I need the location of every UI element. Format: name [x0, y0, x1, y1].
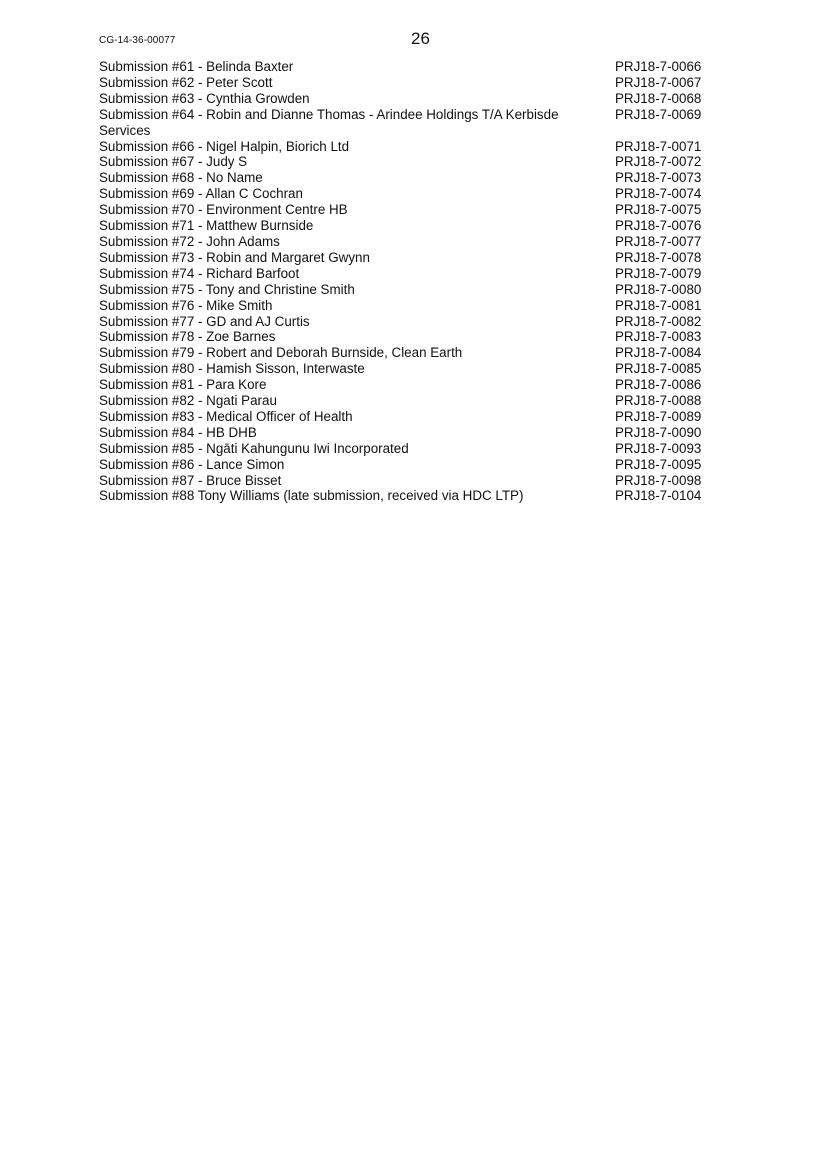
list-item [99, 266, 719, 282]
list-item [99, 377, 719, 393]
submission-description: Submission #67 - Judy S [99, 154, 248, 170]
submission-description: Submission #71 - Matthew Burnside [99, 218, 314, 234]
submission-description: Submission #66 - Nigel Halpin, Biorich Ltd [99, 138, 350, 154]
submission-reference-code: PRJ18-7-0104 [615, 488, 702, 504]
list-item [99, 170, 719, 186]
submission-reference-code: PRJ18-7-0075 [615, 202, 702, 218]
list-item [99, 91, 719, 107]
list-item [99, 218, 719, 234]
list-item [99, 234, 719, 250]
submission-description: Submission #86 - Lance Simon [99, 456, 285, 472]
list-item [99, 298, 719, 314]
page-number: 26 [411, 29, 430, 48]
submission-description: Submission #63 - Cynthia Growden [99, 90, 310, 106]
list-item [99, 139, 719, 155]
list-item [99, 75, 719, 91]
submission-reference-code: PRJ18-7-0071 [615, 138, 702, 154]
submission-reference-code: PRJ18-7-0067 [615, 74, 702, 90]
submission-description: Submission #78 - Zoe Barnes [99, 329, 276, 345]
submission-list [99, 59, 719, 504]
submission-description: Submission #80 - Hamish Sisson, Interwaste [99, 361, 365, 377]
submission-reference-code: PRJ18-7-0088 [615, 393, 702, 409]
submission-reference-code: PRJ18-7-0083 [615, 329, 702, 345]
list-item [99, 329, 719, 345]
submission-reference-code: PRJ18-7-0098 [615, 472, 702, 488]
submission-description: Submission #82 - Ngati Parau [99, 393, 277, 409]
submission-reference-code: PRJ18-7-0077 [615, 233, 702, 249]
submission-reference-code: PRJ18-7-0079 [615, 265, 702, 281]
list-item [99, 107, 719, 139]
submission-reference-code: PRJ18-7-0066 [615, 59, 702, 74]
submission-reference-code: PRJ18-7-0089 [615, 408, 702, 424]
list-item [99, 154, 719, 170]
submission-description: Submission #72 - John Adams [99, 233, 280, 249]
submission-description: Submission #64 - Robin and Dianne Thomas - Arindee Holdings T/A Kerbisde Services [99, 106, 559, 138]
list-item [99, 441, 719, 457]
submission-reference-code: PRJ18-7-0084 [615, 345, 702, 361]
submission-reference-code: PRJ18-7-0085 [615, 361, 702, 377]
submission-reference-code: PRJ18-7-0082 [615, 313, 702, 329]
submission-description: Submission #74 - Richard Barfoot [99, 265, 300, 281]
submission-description: Submission #85 - Ngāti Kahungunu Iwi Incorporated [99, 440, 409, 456]
submission-reference-code: PRJ18-7-0080 [615, 281, 702, 297]
submission-description: Submission #73 - Robin and Margaret Gwynn [99, 249, 370, 265]
list-item [99, 59, 719, 75]
submission-description: Submission #88 Tony Williams (late submission, received via HDC LTP) [99, 488, 524, 504]
list-item [99, 250, 719, 266]
submission-description: Submission #76 - Mike Smith [99, 297, 273, 313]
submission-reference-code: PRJ18-7-0078 [615, 249, 702, 265]
list-item [99, 314, 719, 330]
submission-description: Submission #79 - Robert and Deborah Burnside, Clean Earth [99, 345, 463, 361]
list-item [99, 473, 719, 489]
list-item [99, 345, 719, 361]
list-item [99, 488, 719, 504]
submission-reference-code: PRJ18-7-0093 [615, 440, 702, 456]
list-item [99, 186, 719, 202]
submission-description: Submission #77 - GD and AJ Curtis [99, 313, 310, 329]
submission-description: Submission #61 - Belinda Baxter [99, 59, 294, 74]
submission-description: Submission #84 - HB DHB [99, 424, 257, 440]
document-reference: CG-14-36-00077 [99, 35, 176, 46]
submission-description: Submission #68 - No Name [99, 170, 263, 186]
list-item [99, 457, 719, 473]
submission-description: Submission #87 - Bruce Bisset [99, 472, 282, 488]
list-item [99, 282, 719, 298]
submission-reference-code: PRJ18-7-0068 [615, 90, 702, 106]
list-item [99, 361, 719, 377]
submission-reference-code: PRJ18-7-0076 [615, 218, 702, 234]
list-item [99, 202, 719, 218]
submission-reference-code: PRJ18-7-0086 [615, 377, 702, 393]
submission-reference-code: PRJ18-7-0069 [615, 106, 702, 122]
list-item [99, 409, 719, 425]
submission-description: Submission #70 - Environment Centre HB [99, 202, 348, 218]
submission-reference-code: PRJ18-7-0090 [615, 424, 702, 440]
submission-reference-code: PRJ18-7-0072 [615, 154, 702, 170]
submission-reference-code: PRJ18-7-0074 [615, 186, 702, 202]
submission-description: Submission #81 - Para Kore [99, 377, 267, 393]
submission-reference-code: PRJ18-7-0073 [615, 170, 702, 186]
submission-description: Submission #83 - Medical Officer of Health [99, 408, 353, 424]
submission-reference-code: PRJ18-7-0081 [615, 297, 702, 313]
submission-description: Submission #69 - Allan C Cochran [99, 186, 303, 202]
submission-reference-code: PRJ18-7-0095 [615, 456, 702, 472]
submission-description: Submission #62 - Peter Scott [99, 74, 273, 90]
list-item [99, 393, 719, 409]
list-item [99, 425, 719, 441]
submission-description: Submission #75 - Tony and Christine Smith [99, 281, 355, 297]
